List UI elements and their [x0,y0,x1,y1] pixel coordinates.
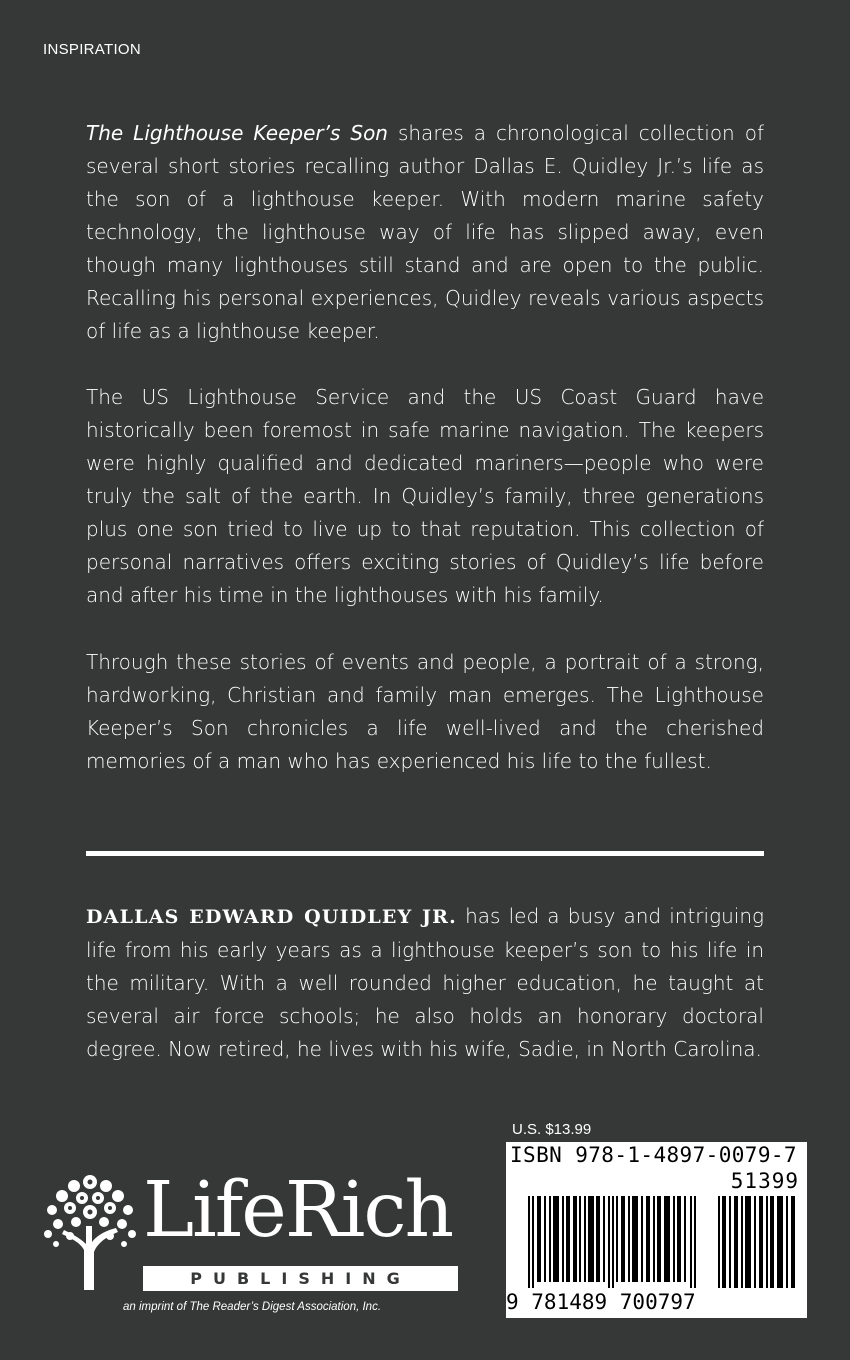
publisher-name: LifeRich [143,1166,453,1255]
ean-bars [516,1196,706,1288]
description-paragraph-3: Through these stories of events and people, a portrait of a strong, hardworking, Christian and family man emerges. The Lighthouse Keeper’s Son chronicles a life well-lived and the cherished memories of a man who has experienced his life to the fullest. [86,650,764,773]
description-paragraph-1 [86,117,764,348]
book-title: The Lighthouse Keeper’s Son [86,121,388,145]
price-addon-bars [716,1196,798,1288]
author-bio [86,900,764,1066]
tree-logo-icon [40,1172,140,1290]
price-code: 51399 [730,1169,799,1193]
description-paragraph-2: The US Lighthouse Service and the US Coast Guard have historically been foremost in safe marine navigation. The keepers were highly qualified and dedicated mariners—people who were truly the salt of the earth. In Quidley’s family, three generations plus one son tried to live up to that reputation. This collection of personal narratives offers exciting stories of Quidley’s life before and after his time in the lighthouses with his family. [86,385,764,607]
section-divider [86,851,764,856]
price-label: U.S. $13.99 [512,1121,592,1138]
ean-digits: 9 781489 700797 [506,1290,696,1314]
barcode [506,1142,807,1318]
category-label: INSPIRATION [43,41,142,58]
author-name: DALLAS EDWARD QUIDLEY JR. [86,906,457,928]
description-text-1: shares a chronological collection of several short stories recalling author Dallas E. Quidley Jr.’s life as the son of a lighthouse keeper. With modern marine safety technology, the lighthouse way of life has slipped away, even though many lighthouses still stand and are open to the public. Recalling his personal experiences, Quidley reveals various aspects of life as a lighthouse keeper. [86,121,764,343]
publisher-tagline: PUBLISHING [143,1266,458,1291]
author-bio-text: has led a busy and intriguing life from his early years as a lighthouse keeper’s son to his life in the military. With a well rounded higher education, he taught at several air force schools; he also holds an honorary doctoral degree. Now retired, he lives with his wife, Sadie, in North Carolina. [86,904,764,1061]
imprint-text: an imprint of The Reader’s Digest Association, Inc. [123,1301,382,1313]
isbn-number: ISBN 978-1-4897-0079-7 [510,1143,797,1167]
